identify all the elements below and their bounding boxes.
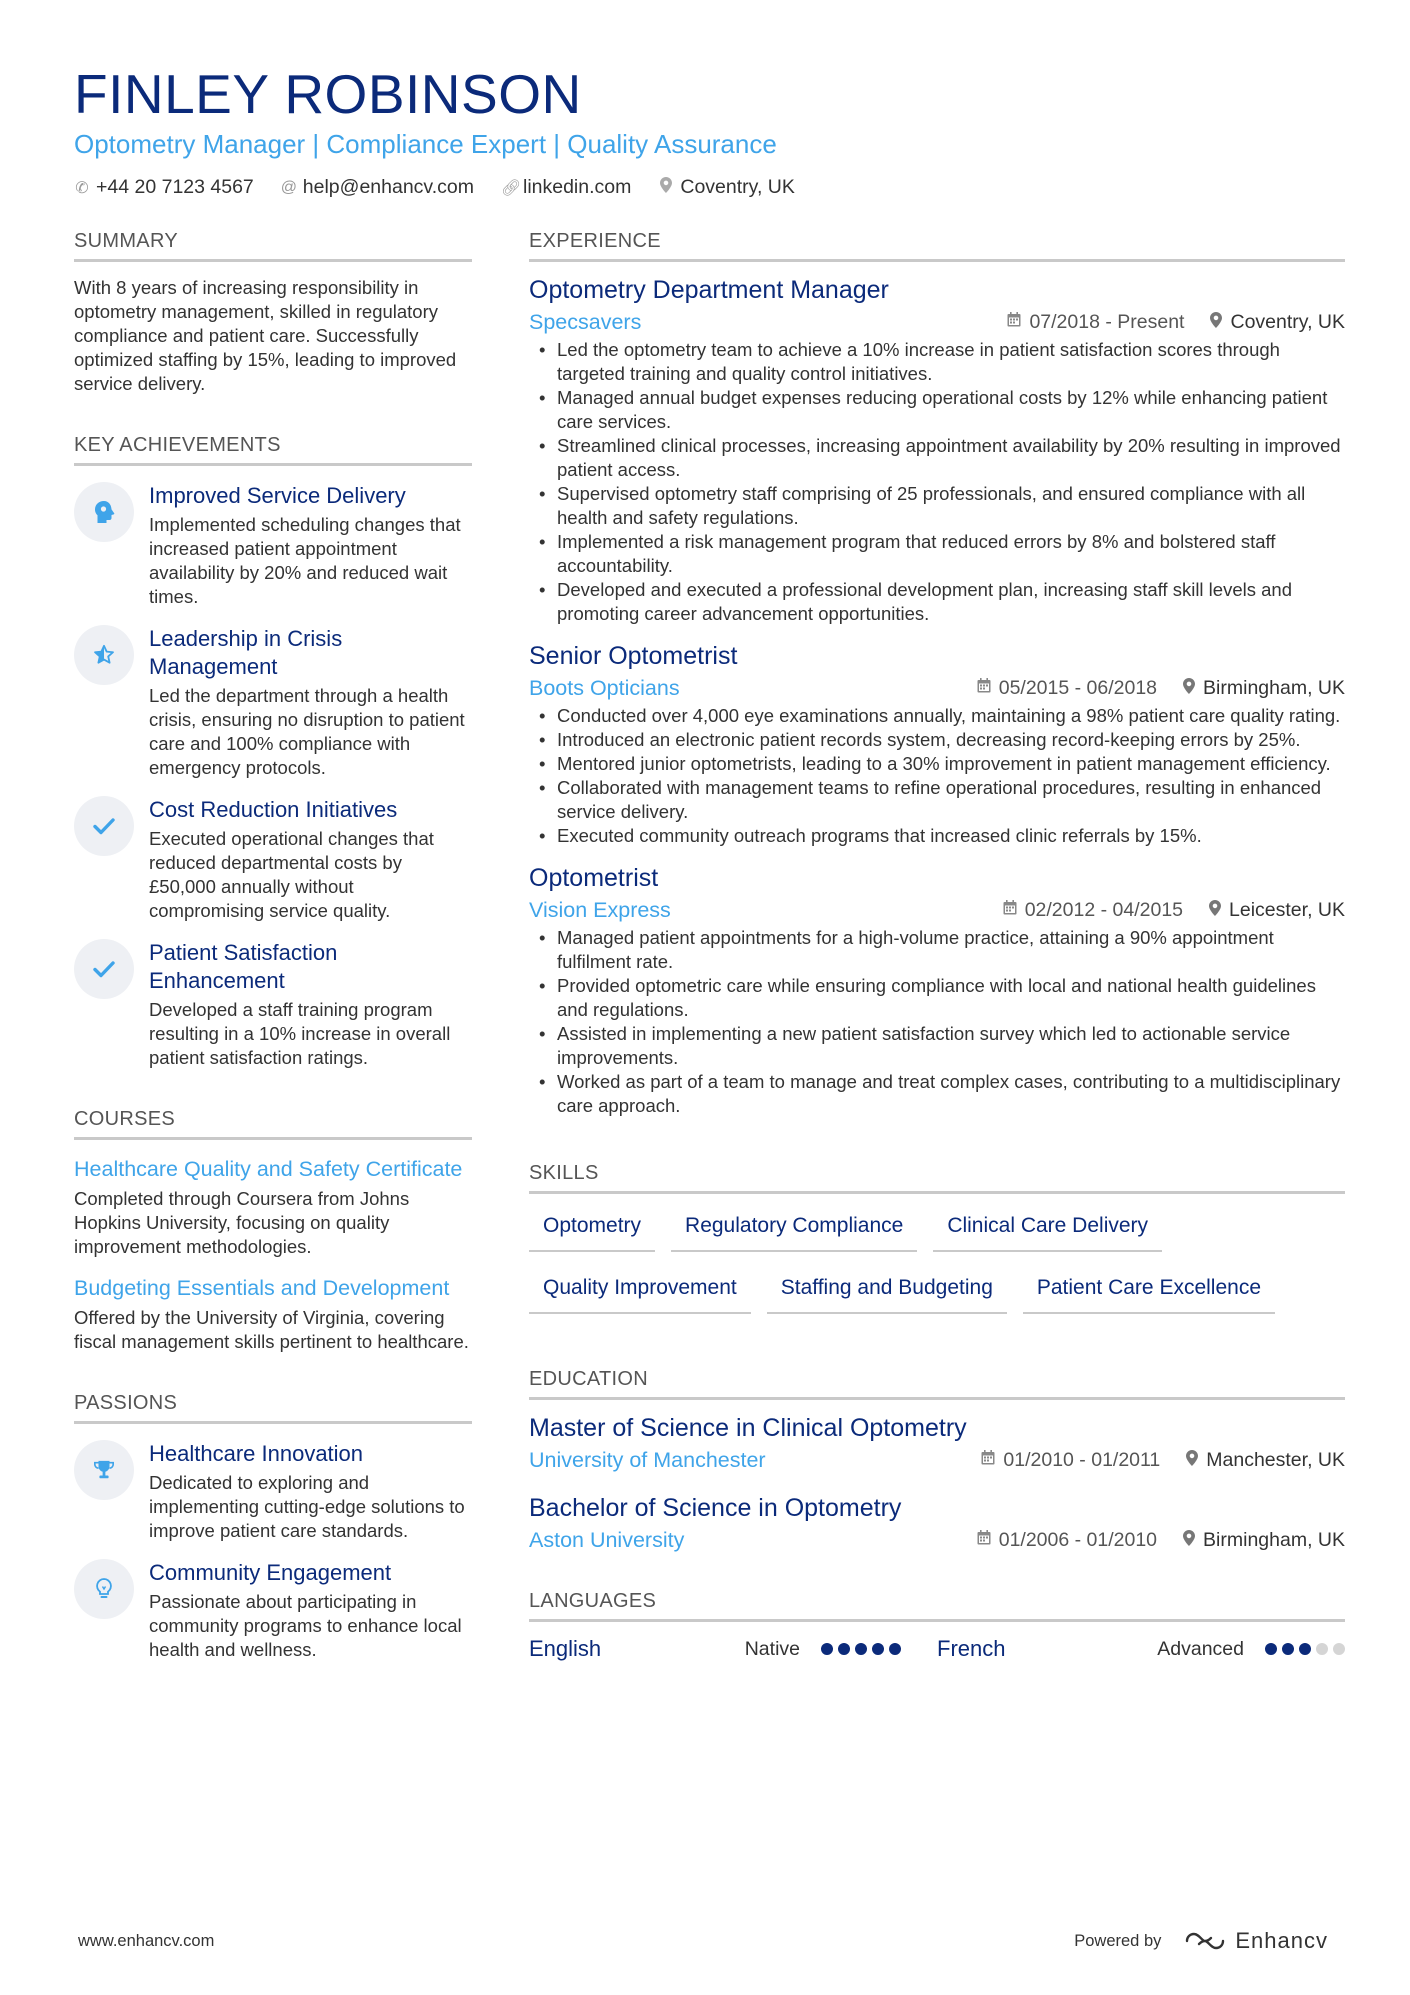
- candidate-name: FINLEY ROBINSON: [74, 63, 582, 125]
- linkedin-text[interactable]: linkedin.com: [522, 176, 632, 198]
- right-column: [529, 228, 1345, 1662]
- language-item: [937, 1636, 1345, 1662]
- languages-list: [529, 1636, 1345, 1662]
- experience-heading: EXPERIENCE: [529, 228, 1345, 262]
- skills-heading: SKILLS: [529, 1160, 1345, 1194]
- brand-name: Enhancv: [1235, 1928, 1328, 1953]
- calendar-icon: [977, 1530, 991, 1550]
- rating-dot-filled: [855, 1643, 867, 1655]
- rating-dot-filled: [1265, 1643, 1277, 1655]
- skills-list: [529, 1204, 1345, 1328]
- job-bullet: • Developed and executed a professional development plan, increasing staff skill levels and promoting career advancement opportunities.: [529, 578, 1345, 626]
- rating-dot-empty: [1316, 1643, 1328, 1655]
- course-item: [74, 1275, 472, 1354]
- course-title: Budgeting Essentials and Development: [74, 1276, 450, 1300]
- location-pin-icon: [1209, 900, 1221, 921]
- job-location: Coventry, UK: [1230, 310, 1345, 333]
- job-entry: [529, 862, 1345, 1118]
- job-dates: 02/2012 - 04/2015: [1024, 898, 1184, 921]
- job-bullets: [529, 338, 1345, 626]
- passion-item: [74, 1440, 472, 1543]
- job-bullet: • Collaborated with management teams to refine operational procedures, resulting in enhanced service delivery.: [529, 776, 1345, 824]
- course-desc: Completed through Coursera from Johns Hopkins University, focusing on quality improvement methodologies.: [74, 1188, 410, 1257]
- brand-logo[interactable]: [1183, 1928, 1328, 1954]
- passion-desc: Dedicated to exploring and implementing cutting-edge solutions to improve patient care standards.: [149, 1472, 465, 1541]
- language-level: Advanced: [1157, 1637, 1244, 1660]
- languages-heading: LANGUAGES: [529, 1588, 1345, 1622]
- school-name: University of Manchester: [529, 1448, 766, 1472]
- check-icon: [74, 939, 134, 999]
- location-pin-icon: [1186, 1450, 1198, 1471]
- achievement-desc: Developed a staff training program resulting in a 10% increase in overall patient satisfaction ratings.: [149, 999, 451, 1068]
- job-company: Boots Opticians: [529, 676, 680, 700]
- course-title: Healthcare Quality and Safety Certificate: [74, 1157, 463, 1181]
- skill-tag: Regulatory Compliance: [671, 1204, 917, 1252]
- job-location: Birmingham, UK: [1203, 676, 1345, 699]
- language-rating: [816, 1643, 901, 1655]
- job-bullets: [529, 926, 1345, 1118]
- powered-by-label: Powered by: [1074, 1931, 1162, 1950]
- job-dates: 05/2015 - 06/2018: [998, 676, 1158, 699]
- job-bullet: • Assisted in implementing a new patient satisfaction survey which led to actionable service improvements.: [529, 1022, 1345, 1070]
- rating-dot-filled: [838, 1643, 850, 1655]
- location-text: Coventry, UK: [680, 176, 795, 198]
- phone-text: +44 20 7123 4567: [96, 176, 254, 198]
- location-pin-icon: [1210, 312, 1222, 333]
- phone-icon: ✆: [75, 179, 89, 197]
- job-company: Specsavers: [529, 310, 642, 334]
- summary-heading: SUMMARY: [74, 228, 472, 262]
- school-name: Aston University: [529, 1528, 685, 1552]
- location-pin-icon: [1183, 1530, 1195, 1551]
- job-entry: [529, 274, 1345, 626]
- calendar-icon: [977, 678, 991, 698]
- language-name: English: [529, 1636, 602, 1661]
- achievement-item: [74, 625, 472, 780]
- passions-heading: PASSIONS: [74, 1390, 472, 1424]
- contact-linkedin[interactable]: [501, 176, 631, 199]
- achievement-title: Leadership in Crisis Management: [149, 626, 343, 679]
- head-icon: [74, 482, 134, 542]
- achievement-desc: Led the department through a health crisis, ensuring no disruption to patient care and 100% compliance with emergency protocols.: [149, 685, 465, 778]
- education-entry: [529, 1492, 1345, 1554]
- calendar-icon: [981, 1450, 995, 1470]
- education-entry: [529, 1412, 1345, 1474]
- link-icon: 🔗︎: [500, 179, 522, 197]
- education-dates: 01/2006 - 01/2010: [998, 1528, 1158, 1551]
- contact-phone: [74, 176, 254, 199]
- job-bullet: • Introduced an electronic patient records system, decreasing record-keeping errors by 25%.: [529, 728, 1345, 752]
- language-name: French: [937, 1636, 1006, 1661]
- achievement-item: [74, 796, 472, 923]
- location-pin-icon: [658, 177, 674, 198]
- job-title: Senior Optometrist: [529, 642, 738, 670]
- job-bullet: • Managed patient appointments for a high-volume practice, attaining a 90% appointment fulfilment rate.: [529, 926, 1345, 974]
- powered-by: [1074, 1928, 1328, 1954]
- skill-tag: Staffing and Budgeting: [767, 1266, 1007, 1314]
- education-location: Birmingham, UK: [1203, 1528, 1345, 1551]
- job-title: Optometrist: [529, 864, 659, 892]
- job-bullet: • Managed annual budget expenses reducing operational costs by 12% while enhancing patient care services.: [529, 386, 1345, 434]
- skill-tag: Optometry: [529, 1204, 655, 1252]
- education-location: Manchester, UK: [1206, 1448, 1345, 1471]
- contact-location: [658, 176, 795, 199]
- achievement-item: [74, 939, 472, 1070]
- enhancv-logo-icon: [1183, 1930, 1227, 1952]
- resume-header: [74, 62, 1344, 199]
- footer-website[interactable]: www.enhancv.com: [78, 1931, 215, 1950]
- rating-dot-empty: [1333, 1643, 1345, 1655]
- job-company: Vision Express: [529, 898, 671, 922]
- achievement-desc: Executed operational changes that reduced departmental costs by £50,000 annually without compromising service quality.: [149, 828, 434, 921]
- rating-dot-filled: [821, 1643, 833, 1655]
- job-bullet: • Provided optometric care while ensuring compliance with local and national health guidelines and regulations.: [529, 974, 1345, 1022]
- language-level: Native: [744, 1637, 800, 1660]
- passion-desc: Passionate about participating in community programs to enhance local health and wellness.: [149, 1591, 462, 1660]
- job-dates: 07/2018 - Present: [1029, 310, 1185, 333]
- rating-dot-filled: [1282, 1643, 1294, 1655]
- degree-title: Bachelor of Science in Optometry: [529, 1494, 902, 1522]
- job-bullet: • Led the optometry team to achieve a 10% increase in patient satisfaction scores through targeted training and quality control initiatives.: [529, 338, 1345, 386]
- job-title: Optometry Department Manager: [529, 276, 889, 304]
- check-icon: [74, 796, 134, 856]
- job-entry: [529, 640, 1345, 848]
- passion-title: Community Engagement: [149, 1560, 392, 1585]
- job-bullet: • Executed community outreach programs that increased clinic referrals by 15%.: [529, 824, 1345, 848]
- job-bullet: • Mentored junior optometrists, leading to a 30% improvement in patient management efficiency.: [529, 752, 1345, 776]
- passion-title: Healthcare Innovation: [149, 1441, 364, 1466]
- calendar-icon: [1007, 312, 1021, 332]
- job-bullet: • Implemented a risk management program that reduced errors by 8% and bolstered staff accountability.: [529, 530, 1345, 578]
- course-item: [74, 1156, 472, 1259]
- language-item: [529, 1636, 937, 1662]
- achievement-title: Cost Reduction Initiatives: [149, 797, 398, 822]
- achievement-title: Improved Service Delivery: [149, 483, 406, 508]
- passion-item: [74, 1559, 472, 1662]
- achievements-heading: KEY ACHIEVEMENTS: [74, 432, 472, 466]
- rating-dot-filled: [872, 1643, 884, 1655]
- job-location: Leicester, UK: [1229, 898, 1345, 921]
- page-footer: [78, 1928, 1328, 1954]
- skill-tag: Patient Care Excellence: [1023, 1266, 1275, 1314]
- job-bullet: • Conducted over 4,000 eye examinations annually, maintaining a 98% patient care quality rating.: [529, 704, 1345, 728]
- left-column: [74, 228, 472, 1662]
- location-pin-icon: [1183, 678, 1195, 699]
- skill-tag: Clinical Care Delivery: [933, 1204, 1162, 1252]
- education-heading: EDUCATION: [529, 1366, 1345, 1400]
- contact-email[interactable]: [281, 176, 474, 199]
- candidate-title: Optometry Manager | Compliance Expert | Quality Assurance: [74, 129, 777, 159]
- rating-dot-filled: [1299, 1643, 1311, 1655]
- lightbulb-icon: [74, 1559, 134, 1619]
- job-bullet: • Worked as part of a team to manage and treat complex cases, contributing to a multidisciplinary care approach.: [529, 1070, 1345, 1118]
- star-icon: [74, 625, 134, 685]
- trophy-icon: [74, 1440, 134, 1500]
- achievement-desc: Implemented scheduling changes that increased patient appointment availability by 20% and reduced wait times.: [149, 514, 461, 607]
- education-dates: 01/2010 - 01/2011: [1003, 1448, 1161, 1471]
- degree-title: Master of Science in Clinical Optometry: [529, 1414, 967, 1442]
- achievement-title: Patient Satisfaction Enhancement: [149, 940, 338, 993]
- achievement-item: [74, 482, 472, 609]
- job-bullet: • Supervised optometry staff comprising of 25 professionals, and ensured compliance with all health and safety regulations.: [529, 482, 1345, 530]
- calendar-icon: [1003, 900, 1017, 920]
- email-text[interactable]: help@enhancv.com: [302, 176, 474, 198]
- courses-heading: COURSES: [74, 1106, 472, 1140]
- job-bullets: [529, 704, 1345, 848]
- language-rating: [1260, 1643, 1345, 1655]
- course-desc: Offered by the University of Virginia, covering fiscal management skills pertinent to healthcare.: [74, 1307, 469, 1352]
- at-icon: @: [280, 178, 298, 196]
- summary-text: With 8 years of increasing responsibility in optometry management, skilled in regulatory compliance and patient care. Successfully optimized staffing by 15%, leading to improved service delivery.: [74, 277, 457, 394]
- rating-dot-filled: [889, 1643, 901, 1655]
- contact-bar: [74, 176, 1344, 199]
- job-bullet: • Streamlined clinical processes, increasing appointment availability by 20% resulting in improved patient access.: [529, 434, 1345, 482]
- skill-tag: Quality Improvement: [529, 1266, 751, 1314]
